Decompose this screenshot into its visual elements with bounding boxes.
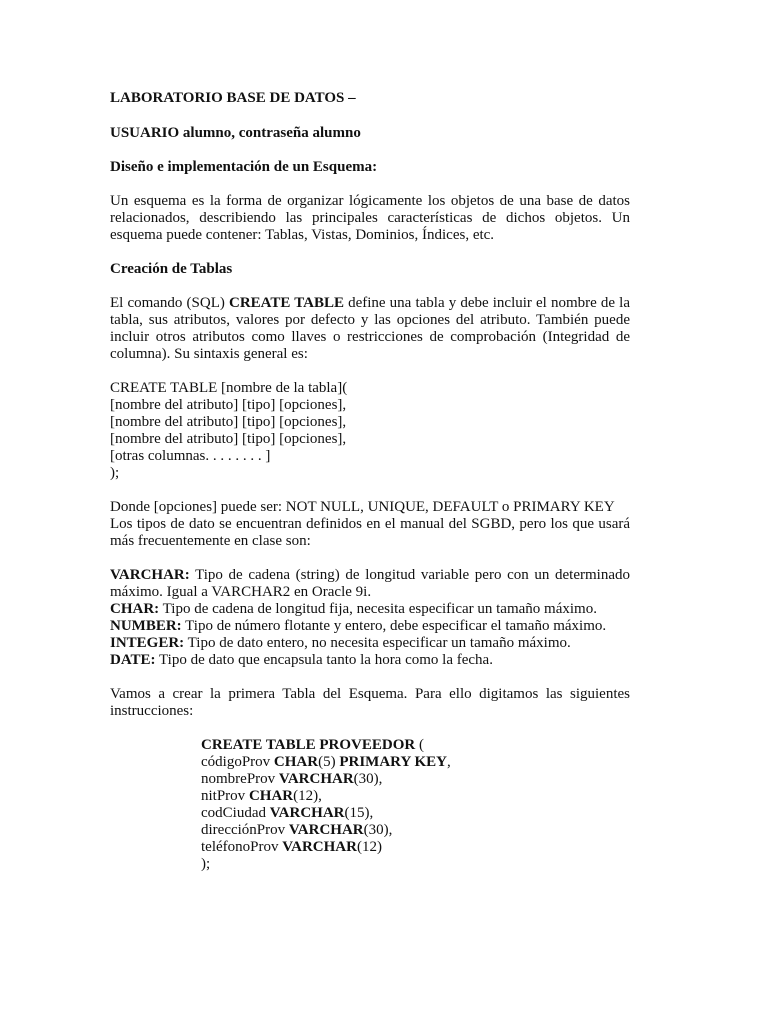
data-type-name: DATE: [110, 652, 156, 668]
syntax-line: ); [110, 465, 120, 481]
create-first-table-paragraph: Vamos a crear la primera Tabla del Esquema. Para ello digitamos las siguientes instrucciones: [110, 686, 630, 719]
example-line [201, 805, 630, 822]
data-type-desc: Tipo de número flotante y entero, debe especificar el tamaño máximo. [181, 618, 607, 634]
example-line [201, 737, 630, 754]
code-text: (5) [318, 754, 340, 770]
code-text: codCiudad [201, 805, 270, 821]
code-text: direcciónProv [201, 822, 289, 838]
example-line [201, 856, 630, 873]
code-text: (12) [356, 839, 382, 855]
code-keyword: PRIMARY KEY [339, 754, 448, 770]
example-code-block [201, 737, 630, 873]
code-text: nombreProv [201, 771, 279, 787]
data-type-name: NUMBER: [110, 618, 182, 634]
code-keyword: CHAR [248, 788, 294, 804]
example-line [201, 754, 630, 771]
code-keyword: CREATE TABLE PROVEEDOR [201, 737, 416, 753]
data-type-name: CHAR: [110, 601, 160, 617]
data-type-name: VARCHAR: [110, 567, 190, 583]
code-keyword: VARCHAR [288, 822, 364, 838]
options-line: Donde [opciones] puede ser: NOT NULL, UNIQUE, DEFAULT o PRIMARY KEY [110, 499, 615, 515]
code-text: ( [415, 737, 424, 753]
code-text: (30), [353, 771, 383, 787]
user-credentials-line: USUARIO alumno, contraseña alumno [110, 125, 361, 141]
example-line [201, 771, 630, 788]
code-keyword: VARCHAR [278, 771, 354, 787]
data-type-item [110, 618, 630, 635]
schema-paragraph: Un esquema es la forma de organizar lógicamente los objetos de una base de datos relacionados, describiendo las principales características de dichos objetos. Un esquema puede contener: Tablas, Vistas, Dominios, Índices, etc. [110, 193, 630, 243]
code-keyword: VARCHAR [282, 839, 357, 855]
syntax-line: [nombre del atributo] [tipo] [opciones], [110, 397, 347, 413]
code-text: teléfonoProv [201, 839, 283, 855]
create-paragraph-after: define una tabla y debe incluir el nombre de la tabla, sus atributos, valores por defecto y las opciones del atributo. También puede incluir otros atributos como llaves o restricciones de comprobación (Integridad de columna). Su sintaxis general es: [110, 295, 630, 362]
data-type-desc: Tipo de dato entero, no necesita especificar un tamaño máximo. [184, 635, 571, 651]
syntax-line: [otras columnas. . . . . . . . ] [110, 448, 271, 464]
code-keyword: VARCHAR [269, 805, 345, 821]
types-paragraph: Los tipos de dato se encuentran definidos en el manual del SGBD, pero los que usará más frecuentemente en clase son: [110, 516, 630, 549]
code-text: nitProv [201, 788, 249, 804]
data-type-desc: Tipo de cadena de longitud fija, necesita especificar un tamaño máximo. [159, 601, 597, 617]
syntax-line: [nombre del atributo] [tipo] [opciones], [110, 431, 347, 447]
code-text: , [447, 754, 451, 770]
example-line [201, 822, 630, 839]
create-paragraph-command: CREATE TABLE [228, 295, 344, 311]
code-text: ); [201, 856, 211, 872]
document-title: LABORATORIO BASE DE DATOS – [110, 90, 356, 106]
tables-heading: Creación de Tablas [110, 261, 233, 277]
data-type-desc: Tipo de dato que encapsula tanto la hora como la fecha. [155, 652, 493, 668]
code-text: (12), [293, 788, 322, 804]
data-type-item [110, 567, 630, 601]
code-text: (30), [363, 822, 393, 838]
schema-heading: Diseño e implementación de un Esquema: [110, 159, 378, 175]
create-paragraph-before: El comando (SQL) [110, 295, 229, 311]
data-type-desc: Tipo de cadena (string) de longitud variable pero con un determinado máximo. Igual a VARCHAR2 en Oracle 9i. [110, 567, 630, 600]
code-text: códigoProv [201, 754, 274, 770]
data-type-item [110, 652, 630, 669]
syntax-line: CREATE TABLE [nombre de la tabla]( [110, 380, 348, 396]
code-keyword: CHAR [273, 754, 319, 770]
create-table-paragraph [110, 295, 630, 363]
data-types-list [110, 567, 630, 669]
example-line [201, 839, 630, 856]
document-body [110, 90, 630, 873]
syntax-line: [nombre del atributo] [tipo] [opciones], [110, 414, 347, 430]
code-text: (15), [344, 805, 374, 821]
data-type-name: INTEGER: [110, 635, 185, 651]
data-type-item [110, 635, 630, 652]
data-type-item [110, 601, 630, 618]
example-line [201, 788, 630, 805]
syntax-block [110, 380, 630, 482]
